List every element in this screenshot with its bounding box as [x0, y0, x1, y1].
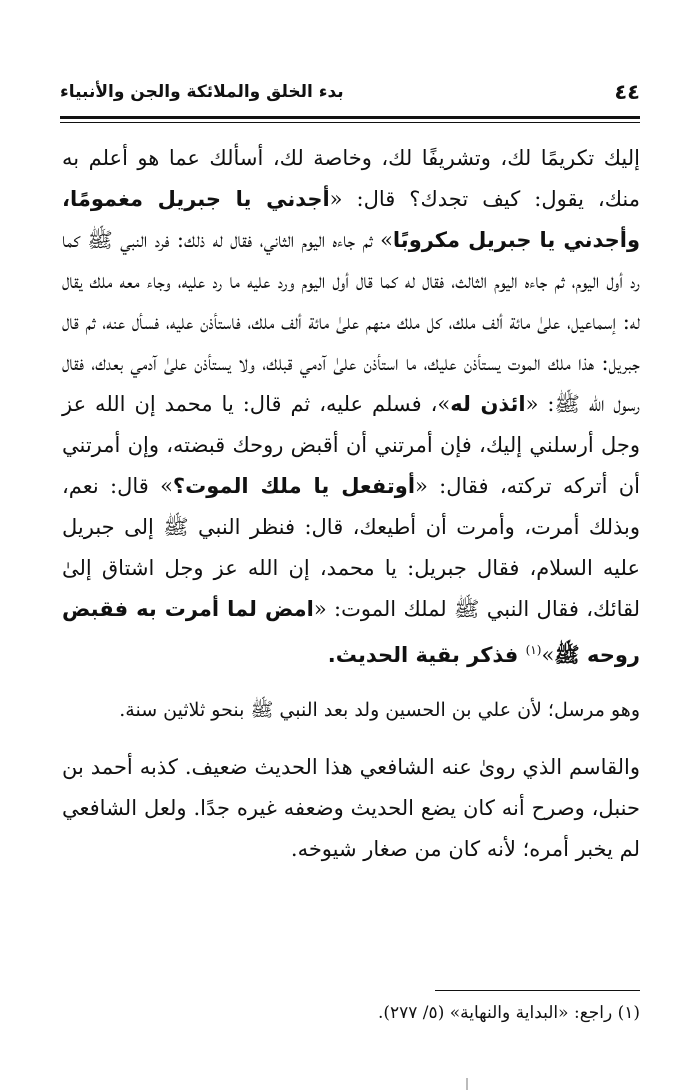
main-text: [62, 138, 640, 870]
page-number: ٤٤: [614, 80, 640, 104]
scan-mark: [466, 1078, 468, 1090]
paragraph-1: [62, 138, 640, 676]
text-run: » ثم جاءه اليوم الثاني، فقال له ذلك: فرد النبي ﷺ كما رد أول اليوم، ثم جاءه اليوم الثالث، فقال له كما قال أول اليوم ورد عليه ما رد عليه، وجاء معه ملك يقال له: إسماعيل، علىٰ مائة ألف ملك، كل ملك منهم علىٰ مائة ألف ملك، فاستأذن عليه، فسأل عنه، ثم قال جبريل: هذا ملك الموت يستأذن عليك، ما استأذن علىٰ آدمي قبلك، ولا يستأذن علىٰ آدمي بعدك، فقال رسول الله ﷺ: «: [62, 228, 640, 416]
bold-text: فذكر بقية الحديث.: [327, 643, 526, 667]
bold-quote: أوتفعل يا ملك الموت؟: [172, 474, 416, 498]
bold-quote: ائذن له: [450, 392, 526, 416]
running-title: بدء الخلق والملائكة والجن والأنبياء: [60, 82, 344, 102]
page-header: [60, 72, 640, 112]
text-run: إليك تكريمًا لك، وتشريفًا لك، وخاصة لك، أسألك عما هو أعلم به منك، يقول: كيف تجدك؟ قال: «: [62, 146, 640, 211]
footnote: (١) راجع: «البداية والنهاية» (٥/ ٢٧٧).: [377, 1003, 640, 1023]
text-run: »، فسلم عليه، ثم قال: يا محمد إن الله عز وجل أرسلني إليك، فإن أمرتني أن أقبض روحك قبضته، وإن أمرتني أن أتركه تركته، فقال: «: [62, 392, 641, 498]
header-rule-thin: [60, 122, 640, 123]
text-run: »: [541, 643, 555, 667]
paragraph-2: وهو مرسل؛ لأن علي بن الحسين ولد بعد النبي ﷺ بنحو ثلاثين سنة.: [119, 699, 640, 721]
paragraph-3: والقاسم الذي روىٰ عنه الشافعي هذا الحديث ضعيف. كذبه أحمد بن حنبل، وصرح أنه كان يضع الحديث وضعفه غيره جدًا. ولعل الشافعي لم يخبر أمره؛ لأنه كان من صغار شيوخه.: [62, 755, 640, 861]
header-rule-thick: [60, 116, 640, 119]
text-run: » قال: نعم، وبذلك أمرت، وأمرت أن أطيعك، قال: فنظر النبي ﷺ إلى جبريل عليه السلام، فقال جبريل: يا محمد، إن الله عز وجل اشتاق إلىٰ لقائك، فقال النبي ﷺ لملك الموت: «: [62, 474, 640, 621]
footnote-rule: [435, 990, 640, 991]
footnote-reference[interactable]: (١): [525, 643, 542, 657]
bold-quote: امض لما أمرت به فقبض روحه ﷺ: [62, 597, 640, 667]
bold-quote: أجدني يا جبريل مغمومًا، وأجدني يا جبريل مكروبًا: [62, 187, 640, 252]
